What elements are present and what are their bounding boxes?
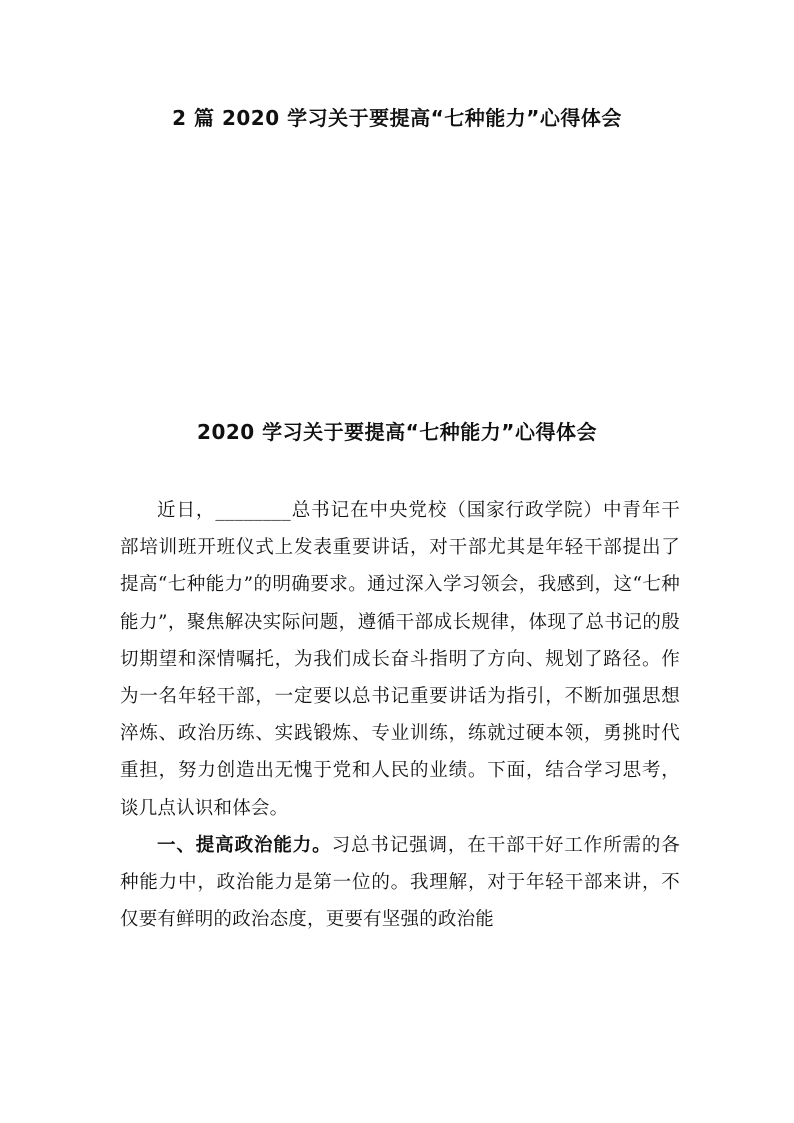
document-body <box>120 492 680 938</box>
intro-paragraph <box>120 492 680 827</box>
paragraph-text: 近日，________总书记在中央党校（国家行政学院）中青年干部培训班开班仪式上发表重要讲话，对干部尤其是年轻干部提出了提高“七种能力”的明确要求。通过深入学习领会，我感到，这“七种能力”，聚焦解决实际问题，遵循干部成长规律，体现了总书记的殷切期望和深情嘱托，为我们成长奋斗指明了方向、规划了路径。作为一名年轻干部，一定要以总书记重要讲话为指引，不断加强思想淬炼、政治历练、实践锻炼、专业训练，练就过硬本领，勇挑时代重担，努力创造出无愧于党和人民的业绩。下面，结合学习思考，谈几点认识和体会。 <box>120 500 680 819</box>
paragraph-lead: 一、提高政治能力。 <box>157 834 332 856</box>
section-one-paragraph <box>120 827 680 939</box>
document-section-title: 2020 学习关于要提高“七种能力”心得体会 <box>197 420 597 444</box>
paragraph-text: 习总书记强调，在干部干好工作所需的各种能力中，政治能力是第一位的。我理解，对于年轻干部来讲，不仅要有鲜明的政治态度，更要有坚强的政治能 <box>120 834 680 931</box>
document-main-title: 2 篇 2020 学习关于要提高“七种能力”心得体会 <box>172 106 622 130</box>
